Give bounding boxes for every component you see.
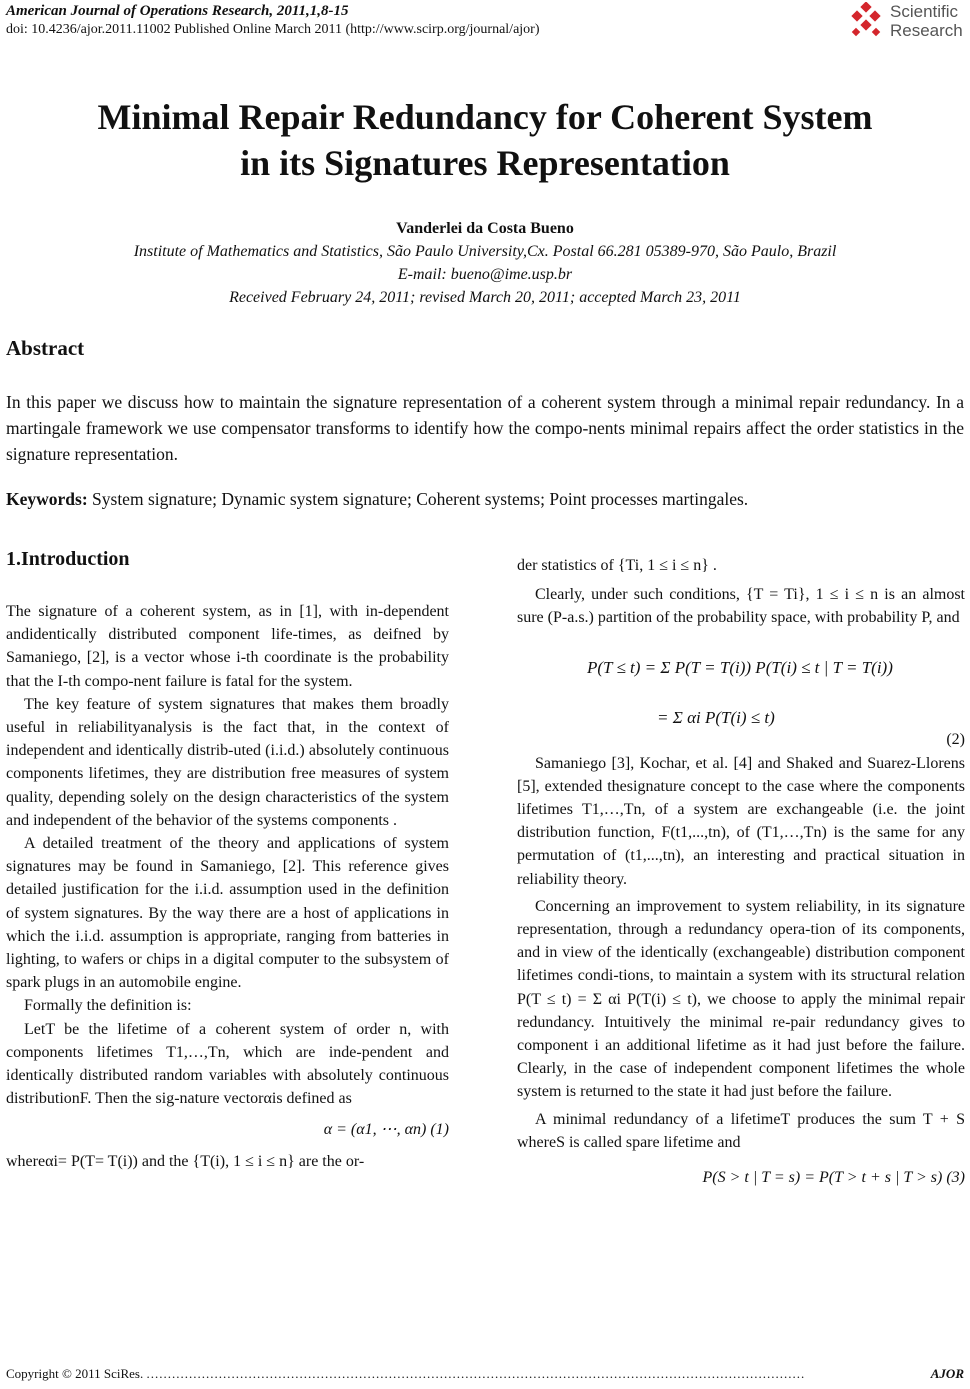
author-name: Vanderlei da Costa Bueno xyxy=(396,220,574,237)
paragraph: A detailed treatment of the theory and applications of system signatures may be found in Samaniego, [2]. This reference gives detailed justification for the i.i.d. assumption used in the definition of system signatures. By the way there are a host of applications in which the i.i.d. assumption is appropriate, ranging from batteries in lighting, to wafers or chips in a digital computer to the subsystem of spark plugs in an automobile engine. xyxy=(6,835,449,992)
journal-info: , 2011,1,8-15 xyxy=(269,3,349,19)
title-line-2: in its Signatures Representation xyxy=(240,143,730,183)
left-column xyxy=(6,600,449,1173)
paragraph: Formally the definition is: xyxy=(24,997,192,1015)
equation-2-number: (2) xyxy=(946,730,965,748)
logo-text-line2: Research xyxy=(890,21,963,40)
paragraph: The signature of a coherent system, as in [1], with in-dependent andidentically distributed component life-times, as deifned by Samaniego, [2], is a vector whose i-th coordinate is the probability that the I-th compo-nent failure is fatal for the system. xyxy=(6,603,449,690)
logo-mark-icon xyxy=(848,2,886,40)
paragraph: whereαi= P(T= T(i)) and the {T(i), 1 ≤ i ≤ n} are the or- xyxy=(6,1152,365,1170)
footer-leader-dots: ........................................................................................................................................................... xyxy=(146,1366,806,1381)
author-email: E-mail: bueno@ime.usp.br xyxy=(397,266,573,283)
paragraph: A minimal redundancy of a lifetimeT produces the sum T + S whereS is called spare lifetime and xyxy=(517,1110,965,1151)
logo-text-line1: Scientific xyxy=(890,2,959,21)
equation-1: α = (α1, ⋯, αn) (1) xyxy=(323,1121,449,1139)
paragraph: der statistics of {Ti, 1 ≤ i ≤ n} . xyxy=(517,557,717,574)
journal-header xyxy=(6,3,349,20)
affiliation: Institute of Mathematics and Statistics, São Paulo University,Cx. Postal 66.281 05389-970, São Paulo, Brazil xyxy=(133,243,837,260)
journal-name: American Journal of Operations Research xyxy=(6,3,270,19)
paragraph: LetT be the lifetime of a coherent system of order n, with components lifetimes T1,…,Tn, which are inde-pendent and identically distributed random variables with absolutely continuous distributionF. Then the sig-nature vectorαis defined as xyxy=(6,1020,449,1108)
paragraph: Samaniego [3], Kochar, et al. [4] and Shaked and Suarez-Llorens [5], extended thesignature concept to the case where the components lifetimes T1,…,Tn, of a system are exchangeable (i.e. the joint distribution function, F(t1,...,tn), of (T1,…,Tn) is the same for any permutation of (t1,...,tn), an interesting and practical situation in reliability theory. xyxy=(517,754,965,888)
copyright: Copyright © 2011 SciRes. xyxy=(6,1366,144,1381)
equation-3: P(S > t | T = s) = P(T > t + s | T > s) (3) xyxy=(702,1169,965,1187)
paragraph: The key feature of system signatures that makes them broadly useful in reliabilityanalysis is the fact that, in the context of independent and identically distrib-uted (i.i.d.) absolutely continuous components lifetimes, they are distribution free measures of system quality, depending solely on the design characteristics of the system and independent of the behavior of the systems components . xyxy=(6,695,449,829)
publisher-logo xyxy=(848,2,968,42)
keywords-label: Keywords: xyxy=(6,489,88,509)
received-dates: Received February 24, 2011; revised March 20, 2011; accepted March 23, 2011 xyxy=(229,289,741,306)
right-column xyxy=(517,554,965,1189)
paragraph: Clearly, under such conditions, {T = Ti}, 1 ≤ i ≤ n is an almost sure (P-a.s.) partition of the probability space, with probability P, and xyxy=(517,586,965,627)
equation-2-block xyxy=(517,634,965,752)
paragraph: Concerning an improvement to system reliability, in its signature representation, through a redundancy opera-tion of its components, and in view of the identically (exchangeable) distribution component lifetimes condi-tions, to maintain a system with its structural relation P(T ≤ t) = Σ αi P(T(i) ≤ t), we choose to apply the minimal repair redundancy. Intuitively the minimal re-pair redundancy gives to component i an additional lifetime as it had just before the failure. Clearly, in the case of independent component lifetimes the whole system is returned to the state it had just before the failure. xyxy=(517,897,965,1101)
equation-2-line-1: P(T ≤ t) = Σ P(T = T(i)) P(T(i) ≤ t | T = T(i)) xyxy=(587,657,893,677)
journal-abbreviation: AJOR xyxy=(930,1366,964,1381)
page-footer xyxy=(6,1366,964,1382)
abstract-text: In this paper we discuss how to maintain the signature representation of a coherent system through a minimal repair redundancy. In a martingale framework we use compensator transforms to identify how the compo-nents minimal repairs affect the order statistics in the signature representation. xyxy=(6,392,964,464)
keywords-list: System signature; Dynamic system signature; Coherent systems; Point processes martingales. xyxy=(87,489,749,509)
paper-title xyxy=(0,94,970,186)
equation-2-line-2: = Σ αi P(T(i) ≤ t) xyxy=(657,707,775,727)
doi-line: doi: 10.4236/ajor.2011.11002 Published Online March 2011 (http://www.scirp.org/journal/ajor) xyxy=(6,22,540,37)
introduction-heading: 1.Introduction xyxy=(6,548,130,570)
keywords xyxy=(6,489,964,510)
abstract-heading: Abstract xyxy=(6,336,85,360)
title-line-1: Minimal Repair Redundancy for Coherent System xyxy=(97,97,873,137)
